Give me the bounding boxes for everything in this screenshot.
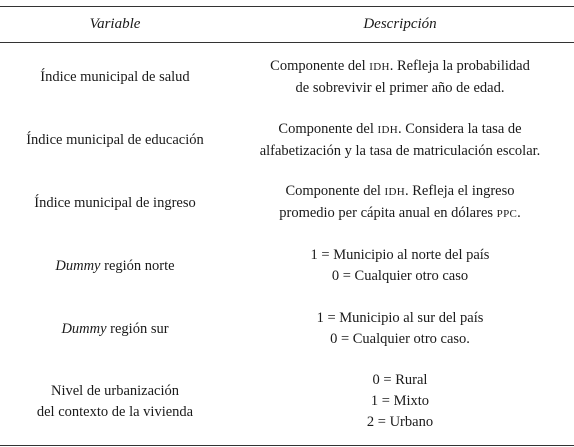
- description-line: de sobrevivir el primer año de edad.: [295, 79, 505, 96]
- description-line: 2 = Urbano: [366, 414, 434, 430]
- row-variable: [0, 256, 226, 277]
- description-line: Componente del IDH. Refleja el ingreso: [285, 183, 515, 199]
- variable-line: Nivel de urbanización: [50, 382, 180, 399]
- description-line: 0 = Cualquier otro caso.: [330, 331, 470, 347]
- variable-line: Índice municipal de ingreso: [34, 194, 196, 211]
- variable-line: Índice municipal de educación: [26, 131, 204, 148]
- row-description: [226, 119, 574, 162]
- row-variable: [0, 319, 226, 340]
- table-row: [0, 182, 574, 224]
- table-row: [0, 119, 574, 161]
- table-row: [0, 308, 574, 350]
- variable-line: Dummy región sur: [61, 320, 169, 337]
- description-line: 0 = Cualquier otro caso: [331, 268, 469, 284]
- variable-line: Dummy región norte: [55, 257, 175, 274]
- row-variable: [0, 193, 226, 214]
- variable-line: del contexto de la vivienda: [36, 403, 194, 420]
- table-row: [0, 370, 574, 433]
- table-row: [0, 245, 574, 287]
- row-variable: [0, 130, 226, 151]
- table-header-rule: [0, 42, 574, 43]
- header-description: Descripción: [363, 15, 437, 32]
- idh-abbrev: IDH: [384, 186, 405, 198]
- table-row: [0, 56, 574, 98]
- row-variable: [0, 381, 226, 423]
- dummy-italic: Dummy: [55, 257, 101, 274]
- description-line: 1 = Municipio al sur del país: [316, 310, 484, 326]
- idh-abbrev: IDH: [369, 60, 390, 73]
- description-line: 1 = Mixto: [370, 393, 430, 409]
- description-line: 0 = Rural: [372, 372, 428, 388]
- row-description: [226, 181, 574, 225]
- table-header-row: [0, 6, 574, 42]
- dummy-italic: Dummy: [61, 320, 107, 337]
- description-line: promedio per cápita anual en dólares PPC.: [279, 205, 521, 221]
- description-line: alfabetización y la tasa de matriculación escolar.: [259, 142, 541, 159]
- row-description: [226, 245, 574, 287]
- row-variable: [0, 67, 226, 88]
- description-line: 1 = Municipio al norte del país: [310, 247, 490, 263]
- row-description: [226, 370, 574, 433]
- row-description: [226, 308, 574, 350]
- ppc-abbrev: PPC: [496, 208, 518, 220]
- row-description: [226, 56, 574, 99]
- idh-abbrev: IDH: [377, 123, 398, 136]
- header-variable: Variable: [89, 15, 141, 32]
- description-line: Componente del IDH. Refleja la probabilidad: [270, 57, 530, 74]
- description-line: Componente del IDH. Considera la tasa de: [278, 120, 522, 137]
- variable-line: Índice municipal de salud: [40, 68, 190, 85]
- table-bottom-rule: [0, 445, 574, 446]
